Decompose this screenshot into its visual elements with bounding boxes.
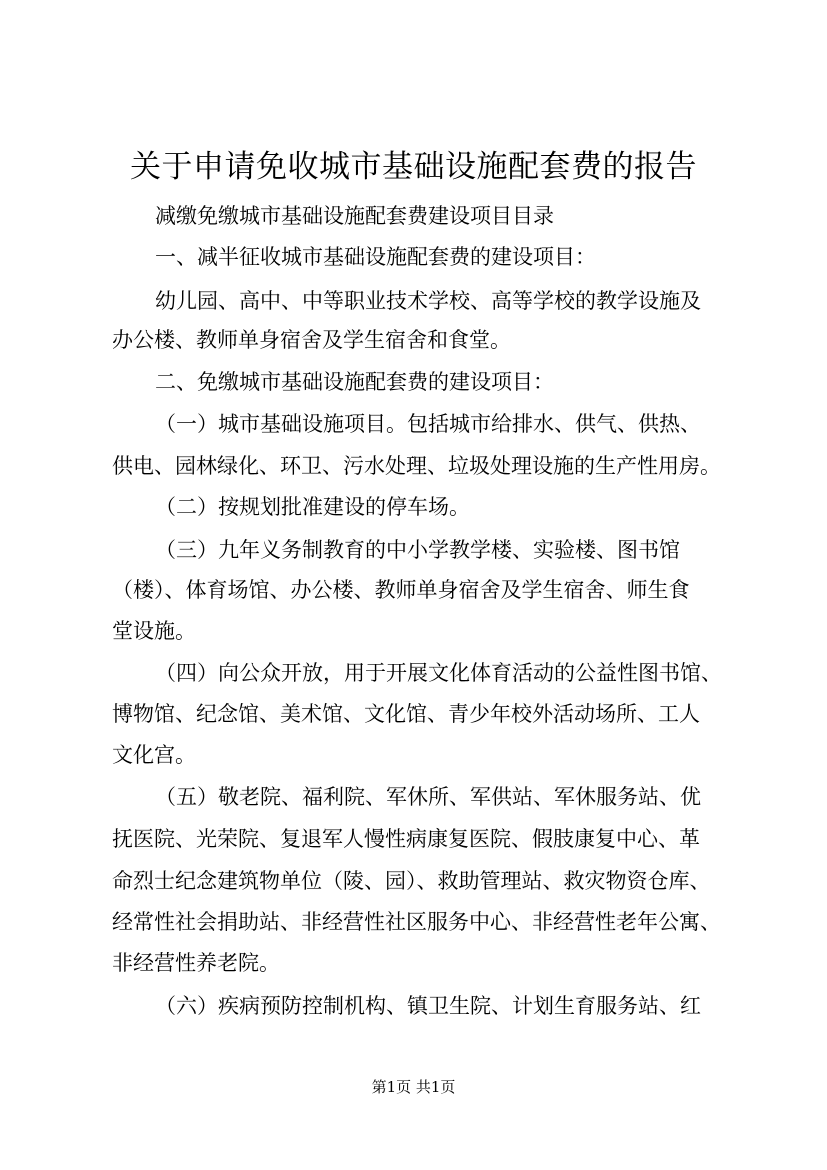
text-line-2: 一、减半征收城市基础设施配套费的建设项目：	[155, 245, 596, 269]
text-line-12: （四）向公众开放，用于开展文化体育活动的公益性图书馆、	[155, 661, 722, 685]
text-line-6: （一）城市基础设施项目。包括城市给排水、供气、供热、	[155, 412, 701, 436]
page-number-footer: 第1页 共1页	[371, 1078, 456, 1096]
text-line-19: 非经营性养老院。	[112, 951, 280, 975]
text-line-10: （楼）、体育场馆、办公楼、教师单身宿舍及学生宿舍、师生食	[112, 578, 690, 602]
text-line-15: （五）敬老院、福利院、军休所、军供站、军休服务站、优	[155, 785, 701, 809]
text-line-13: 博物馆、纪念馆、美术馆、文化馆、青少年校外活动场所、工人	[112, 702, 700, 726]
text-line-5: 二、免缴城市基础设施配套费的建设项目：	[155, 370, 554, 394]
text-line-11: 堂设施。	[112, 619, 196, 643]
text-line-4: 办公楼、教师单身宿舍及学生宿舍和食堂。	[112, 328, 511, 352]
text-line-7: 供电、园林绿化、环卫、污水处理、垃圾处理设施的生产性用房。	[112, 454, 721, 478]
document-title: 关于申请免收城市基础设施配套费的报告	[130, 149, 697, 185]
text-line-16: 抚医院、光荣院、复退军人慢性病康复医院、假肢康复中心、革	[112, 827, 700, 851]
text-line-17: 命烈士纪念建筑物单位（陵、园）、救助管理站、救灾物资仓库、	[112, 869, 711, 893]
text-line-8: （二）按规划批准建设的停车场。	[155, 495, 470, 519]
text-line-18: 经常性社会捐助站、非经营性社区服务中心、非经营性老年公寓、	[112, 910, 721, 934]
text-line-3: 幼儿园、高中、中等职业技术学校、高等学校的教学设施及	[155, 289, 701, 313]
text-line-20: （六）疾病预防控制机构、镇卫生院、计划生育服务站、红	[155, 994, 701, 1018]
text-line-14: 文化宫。	[112, 743, 196, 767]
text-line-9: （三）九年义务制教育的中小学教学楼、实验楼、图书馆	[155, 538, 680, 562]
text-line-1: 减缴免缴城市基础设施配套费建设项目目录	[155, 204, 554, 228]
